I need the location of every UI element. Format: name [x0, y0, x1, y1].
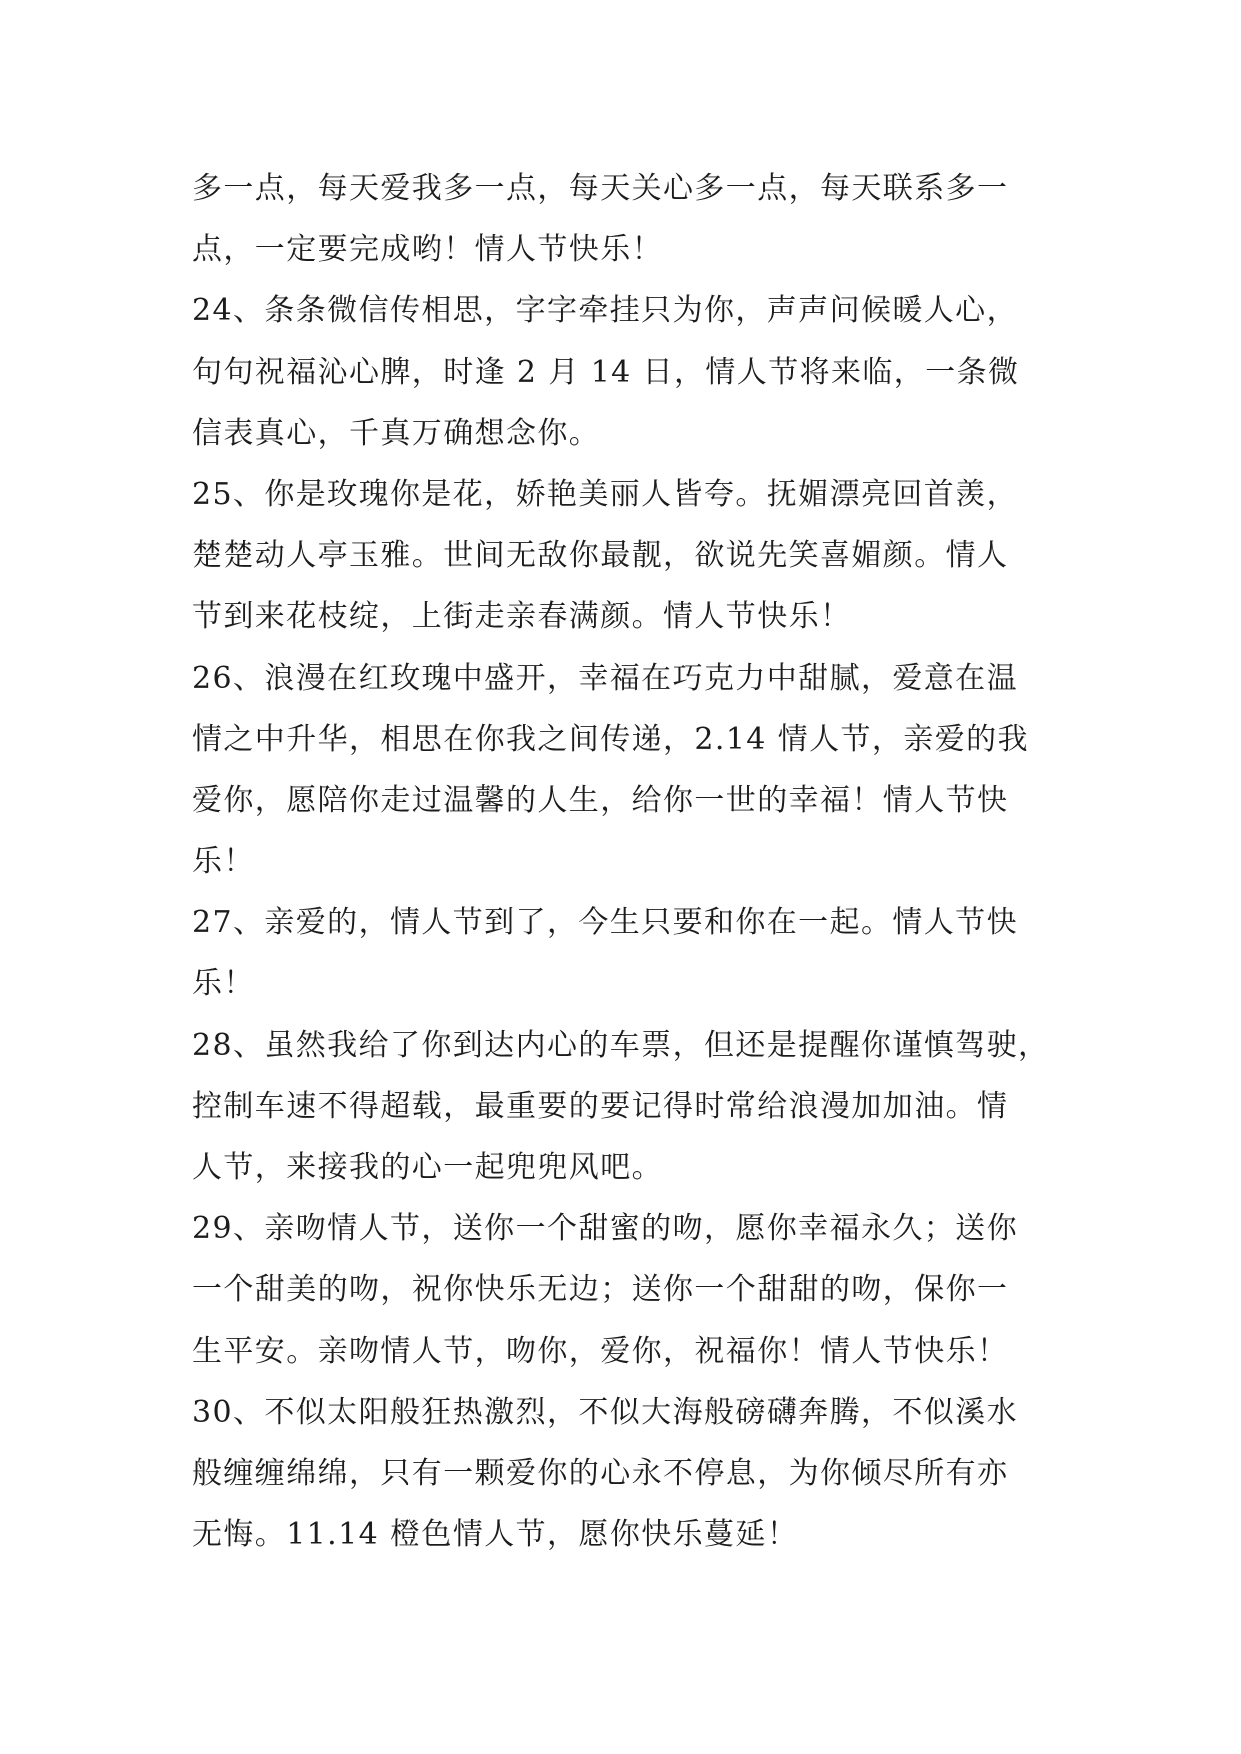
text-line: 无悔。11.14 橙色情人节，愿你快乐蔓延！	[192, 1517, 799, 1553]
text-line: 情之中升华，相思在你我之间传递，2.14 情人节，亲爱的我	[192, 721, 1029, 757]
text-line: 26、浪漫在红玫瑰中盛开，幸福在巧克力中甜腻，爱意在温	[192, 660, 1018, 696]
text-line: 控制车速不得超载，最重要的要记得时常给浪漫加加油。情	[192, 1088, 1009, 1124]
text-line: 点，一定要完成哟！情人节快乐！	[192, 232, 663, 268]
text-line: 般缠缠绵绵，只有一颗爱你的心永不停息，为你倾尽所有亦	[192, 1455, 1009, 1491]
text-line: 一个甜美的吻，祝你快乐无边；送你一个甜甜的吻，保你一	[192, 1272, 1009, 1308]
text-line: 乐！	[192, 844, 255, 880]
text-line: 29、亲吻情人节，送你一个甜蜜的吻，愿你幸福永久；送你	[192, 1211, 1018, 1247]
document-body	[192, 158, 1072, 1565]
text-line: 楚楚动人亭玉雅。世间无敌你最靓，欲说先笑喜媚颜。情人	[192, 538, 1009, 574]
text-line: 乐！	[192, 966, 255, 1002]
text-line: 信表真心，千真万确想念你。	[192, 415, 601, 451]
text-line: 生平安。亲吻情人节，吻你，爱你，祝福你！情人节快乐！	[192, 1333, 1009, 1369]
text-line: 24、条条微信传相思，字字牵挂只为你，声声问候暖人心，	[192, 293, 1018, 329]
text-line: 30、不似太阳般狂热激烈，不似大海般磅礴奔腾，不似溪水	[192, 1394, 1018, 1430]
text-line: 28、虽然我给了你到达内心的车票，但还是提醒你谨慎驾驶，	[192, 1027, 1050, 1063]
text-line: 句句祝福沁心脾，时逢 2 月 14 日，情人节将来临，一条微	[192, 354, 1020, 390]
text-line: 27、亲爱的，情人节到了，今生只要和你在一起。情人节快	[192, 905, 1018, 941]
text-line: 多一点，每天爱我多一点，每天关心多一点，每天联系多一	[192, 171, 1009, 206]
text-line: 节到来花枝绽，上街走亲春满颜。情人节快乐！	[192, 599, 852, 635]
text-line: 人节，来接我的心一起兜兜风吧。	[192, 1150, 663, 1185]
text-line: 25、你是玫瑰你是花，娇艳美丽人皆夸。抚媚漂亮回首羡，	[192, 476, 1018, 512]
text-line: 爱你，愿陪你走过温馨的人生，给你一世的幸福！情人节快	[192, 782, 1009, 818]
